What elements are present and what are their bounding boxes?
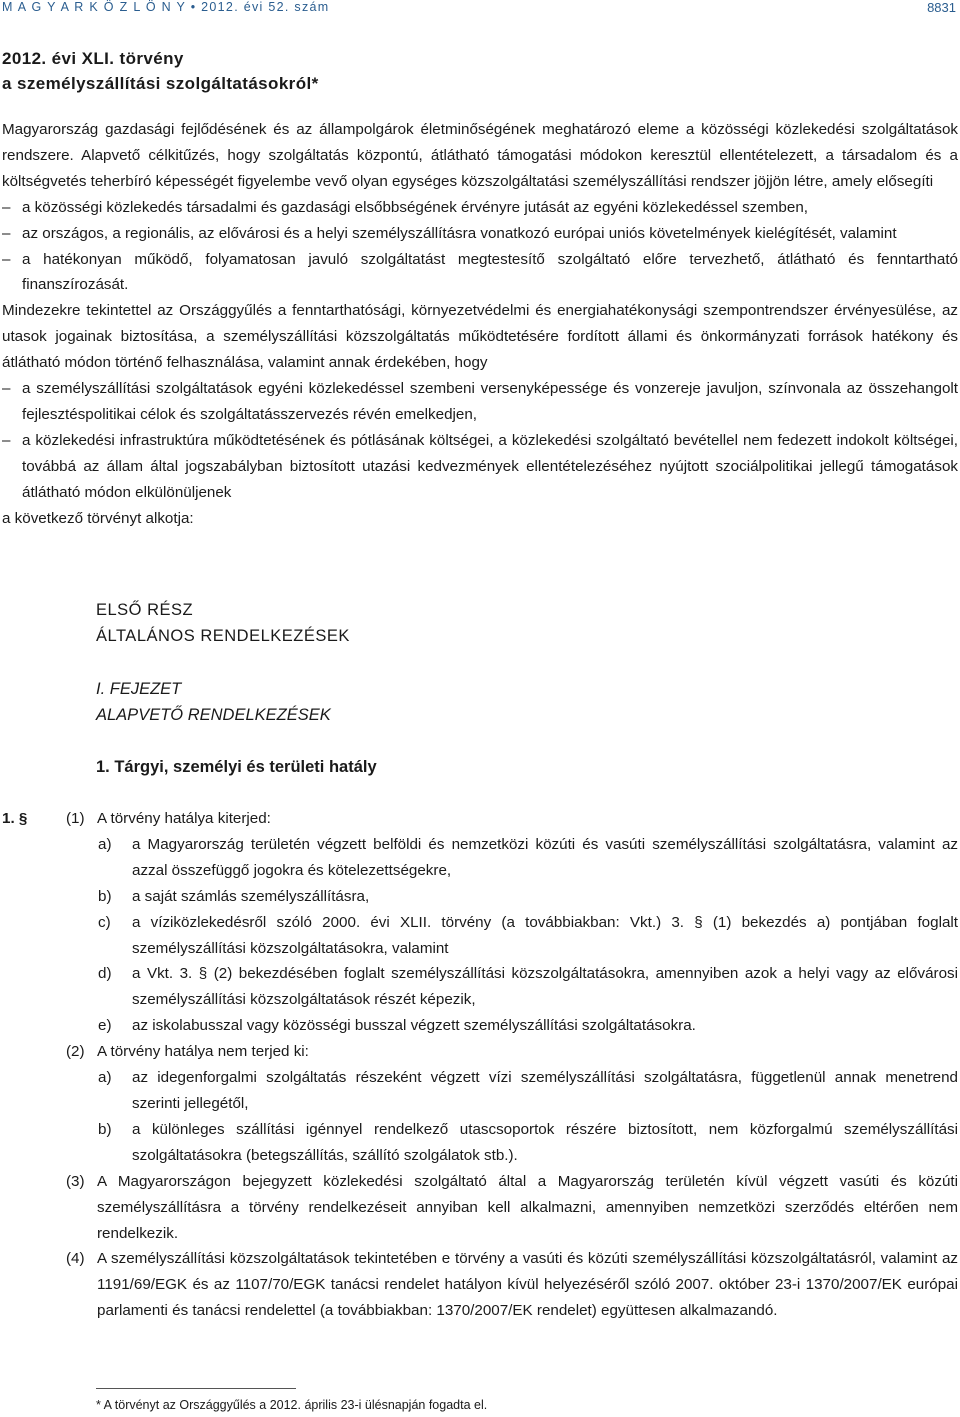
chapter-heading <box>96 676 331 728</box>
footnote: * A törvényt az Országgyűlés a 2012. április 23-i ülésnapján fogadta el. <box>96 1398 488 1412</box>
paragraph-number: (3) <box>66 1172 85 1190</box>
point-text: a saját számlás személyszállításra, <box>132 887 370 905</box>
point-text: a különleges szállítási igénnyel rendelkező utascsoportok részére biztosított, nem közforgalmú személyszállítási szolgáltatásokra (betegszállítás, szállító szolgálatok stb.). <box>132 1120 958 1164</box>
preamble-enactment-clause: a következő törvényt alkotja: <box>2 509 194 527</box>
paragraph-number: (1) <box>66 810 85 827</box>
point-1d <box>98 961 958 1013</box>
point-1a <box>98 832 958 884</box>
point-text: a víziközlekedésről szóló 2000. évi XLII. törvény (a továbbiakban: Vkt.) 3. § (1) bekezdés a) pontjában foglalt személyszállítási közszolgáltatásokra, valamint <box>132 913 958 957</box>
dash-mark: – <box>2 198 11 216</box>
point-1e <box>98 1013 958 1039</box>
dash-item-text: a személyszállítási szolgáltatások egyéni közlekedéssel szembeni versenyképessége és vonzereje javuljon, színvonala az összehangolt fejlesztéspolitikai célok és szolgáltatásszervezés révén emelkedjen, <box>22 380 958 423</box>
section-number: 1. § <box>2 810 28 827</box>
dash-item-text: a közlekedési infrastruktúra működtetésének és pótlásának költségei, a közlekedési szolgáltató bevétellel nem fedezett indokolt költségei, továbbá az állam által jogszabályban biztosított utazási kedvezmények ellentételezéséhez nyújtott szociálpolitikai jellegű támogatások átlátható módon elkülönüljenek <box>22 431 958 501</box>
paragraph-text: A törvény hatálya kiterjed: <box>97 810 271 827</box>
paragraph-text: A törvény hatálya nem terjed ki: <box>97 1043 309 1061</box>
part-heading <box>96 597 350 649</box>
point-2b <box>98 1117 958 1169</box>
point-1b <box>98 884 958 910</box>
dash-item-text: az országos, a regionális, az elővárosi és a helyi személyszállításra vonatkozó európai uniós követelmények kielégítését, valamint <box>22 224 897 242</box>
point-mark: c) <box>98 913 111 931</box>
paragraph-text: A Magyarországon bejegyzett közlekedési szolgáltató által a Magyarország területén kívül végzett vasúti és közúti személyszállításra a törvény rendelkezéseit annyiban kell alkalmazni, amennyiben nemzetközi szerződés eltérően nem rendelkezik. <box>97 1172 958 1242</box>
page-header <box>0 0 960 20</box>
subtitle-heading: 1. Tárgyi, személyi és területi hatály <box>96 758 377 776</box>
chapter-title: ALAPVETŐ RENDELKEZÉSEK <box>96 706 331 724</box>
dash-item-text: a hatékonyan működő, folyamatosan javuló szolgáltatást megtestesítő szolgáltató előre tervezhető, átlátható és fenntartható finanszírozását. <box>22 250 958 294</box>
dash-mark: – <box>2 250 11 268</box>
preamble <box>2 117 958 532</box>
part-title: ÁLTALÁNOS RENDELKEZÉSEK <box>96 627 350 645</box>
part-number: ELSŐ RÉSZ <box>96 601 194 619</box>
gazette-title: M A G Y A R K Ö Z L Ö N Y • 2012. évi 52. szám <box>2 0 330 14</box>
preamble-dash-item-1 <box>2 195 958 221</box>
paragraph-number: (4) <box>66 1250 85 1268</box>
point-1c <box>98 910 958 962</box>
point-text: az idegenforgalmi szolgáltatás részeként végzett vízi személyszállítási szolgáltatásra, függetlenül annak menetrend szerinti jellegétől, <box>132 1069 958 1112</box>
chapter-number: I. FEJEZET <box>96 680 182 698</box>
preamble-paragraph-2: Mindezekre tekintettel az Országgyűlés a fenntarthatósági, környezetvédelmi és energiahatékonysági szempontrendszer érvényesülése, az utasok jogainak biztosítása, a személyszállítási közszolgáltatás működtetésére fordított állami és önkormányzati források hatékony és átlátható módon történő felhasználása, valamint annak érdekében, hogy <box>2 302 958 372</box>
law-title-line-1: 2012. évi XLI. törvény <box>2 49 184 68</box>
page-number: 8831 <box>927 0 956 15</box>
preamble-dash-item-5 <box>2 428 958 506</box>
paragraph-2 <box>2 1039 958 1065</box>
paragraph-number: (2) <box>66 1043 85 1061</box>
paragraph-1 <box>2 806 958 832</box>
point-mark: d) <box>98 965 112 983</box>
preamble-dash-item-3 <box>2 247 958 299</box>
paragraph-4 <box>2 1246 958 1324</box>
law-title <box>2 46 319 96</box>
paragraph-3 <box>2 1169 958 1247</box>
point-text: a Magyarország területén végzett belföldi és nemzetközi közúti és vasúti személyszállítási szolgáltatásra, valamint az azzal összefüggő jogokra és kötelezettségekre, <box>132 835 958 879</box>
paragraph-text: A személyszállítási közszolgáltatások tekintetében e törvény a vasúti és közúti személyszállítási közszolgáltatásról, valamint az 1191/69/EGK és az 1107/70/EGK tanácsi rendelet hatályon kívül helyezéséről szóló 2007. október 23-i 1370/2007/EK európai parlamenti és tanácsi rendelettel (a továbbiakban: 1370/2007/EK rendelet) együttesen alkalmazandó. <box>97 1250 958 1320</box>
dash-mark: – <box>2 380 11 398</box>
preamble-dash-item-4 <box>2 376 958 428</box>
preamble-paragraph-1: Magyarország gazdasági fejlődésének és az állampolgárok életminőségének meghatározó eleme a közösségi közlekedési szolgáltatások rendszere. Alapvető célkitűzés, hogy szolgáltatás központú, átlátható támogatási módokon keresztül ellentételezett, a társadalom és a költségvetés teherbíró képességét figyelembe vevő olyan egységes közszolgáltatási személyszállítási rendszer jöjjön létre, amely elősegíti <box>2 121 958 190</box>
point-mark: a) <box>98 1069 112 1087</box>
point-text: az iskolabusszal vagy közösségi busszal végzett személyszállítási szolgáltatásokra. <box>132 1017 696 1035</box>
preamble-dash-item-2 <box>2 221 958 247</box>
point-text: a Vkt. 3. § (2) bekezdésében foglalt személyszállítási közszolgáltatásokra, amennyiben azok a helyi vagy az elővárosi személyszállítási közszolgáltatások részét képezik, <box>132 965 958 1009</box>
point-mark: b) <box>98 1120 112 1138</box>
point-2a <box>98 1065 958 1117</box>
footnote-divider <box>96 1388 296 1389</box>
dash-item-text: a közösségi közlekedés társadalmi és gazdasági elsőbbségének érvényre jutását az egyéni közlekedéssel szemben, <box>22 198 808 216</box>
dash-mark: – <box>2 224 11 242</box>
dash-mark: – <box>2 431 11 449</box>
point-mark: e) <box>98 1017 112 1035</box>
section-1 <box>2 806 958 1324</box>
point-mark: a) <box>98 835 112 853</box>
law-title-line-2: a személyszállítási szolgáltatásokról* <box>2 74 319 93</box>
point-mark: b) <box>98 887 112 905</box>
